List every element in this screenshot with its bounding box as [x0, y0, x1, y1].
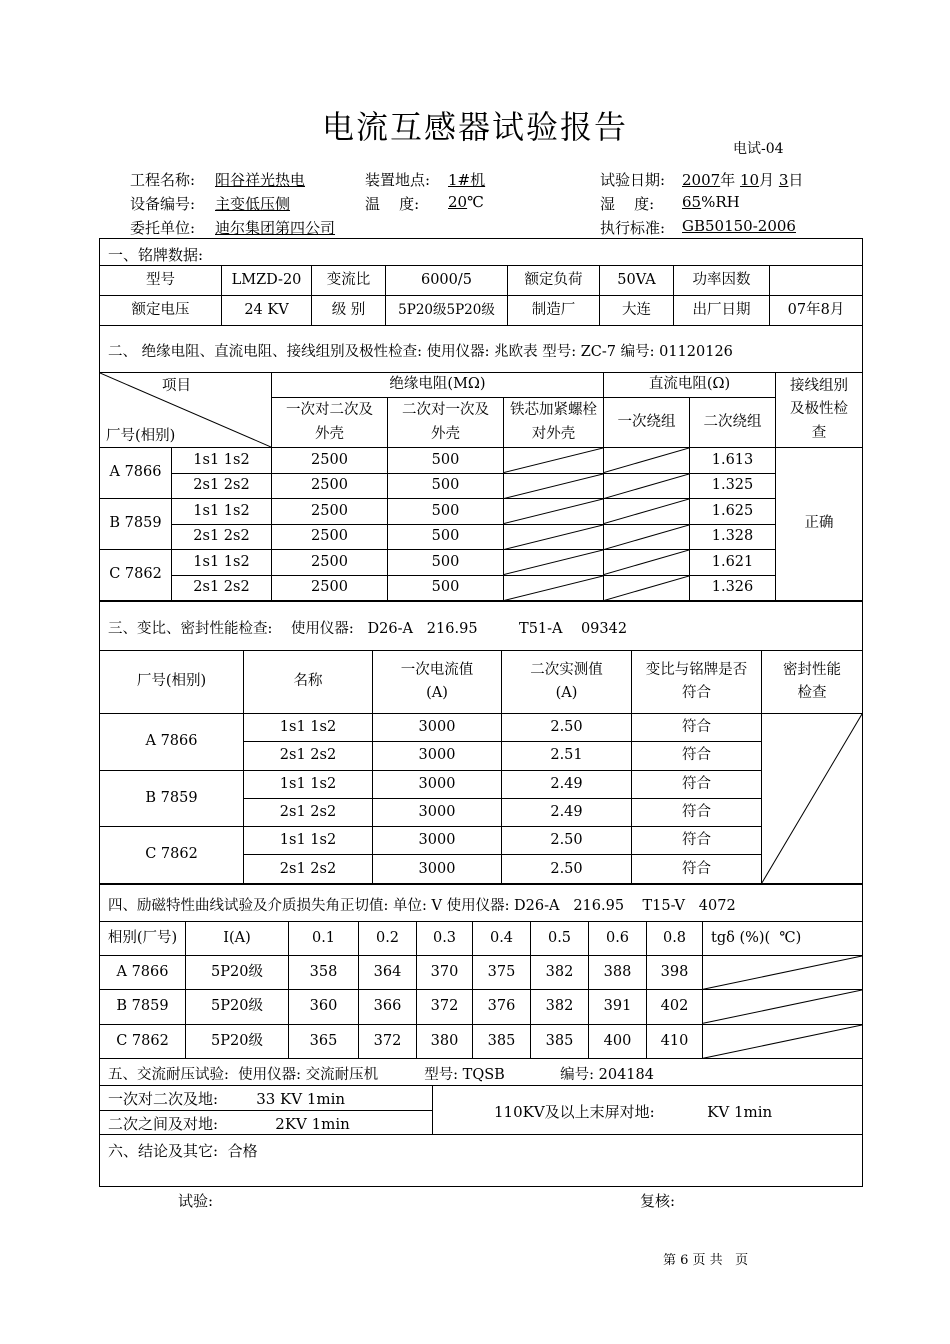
excitation-cell: 358: [289, 956, 359, 990]
primary-dc-na-cell: [604, 575, 690, 601]
ratio-h-i1-label: 一次电流值: [400, 661, 474, 678]
secondary-current-cell: 2.50: [502, 827, 632, 855]
core-bolt-na-cell: [504, 499, 604, 525]
test-date: [682, 169, 803, 190]
section3-title-row: [99, 601, 863, 651]
temp-value: [448, 193, 484, 211]
section4-title-row: [99, 884, 863, 922]
date-label: 试验日期:: [600, 171, 666, 189]
insul-1-cell: 2500: [272, 550, 388, 576]
ratio-match-cell: 符合: [632, 742, 762, 770]
ratio-match-cell: 符合: [632, 714, 762, 742]
excitation-cell: 400: [589, 1024, 647, 1058]
np-cell: [770, 266, 863, 296]
core-bolt-na-cell: [504, 524, 604, 550]
section5-title-row: [99, 1058, 863, 1086]
excitation-cell: 410: [647, 1024, 703, 1058]
insul-1-cell: 2500: [272, 448, 388, 474]
doc-code: 电试-04: [733, 141, 784, 157]
diag-factory-label: 厂号(相别): [106, 428, 176, 444]
tg-delta-na-cell: [703, 956, 863, 990]
winding-cell: 1s1 1s2: [244, 714, 373, 742]
resistance-table: [99, 372, 863, 601]
client-value: 迪尔集团第四公司: [215, 219, 336, 237]
withstand-row-2: [100, 1110, 433, 1134]
excitation-cell: B 7859: [100, 990, 186, 1024]
date-day: 3: [778, 171, 789, 189]
insul-1-cell: 2500: [272, 575, 388, 601]
slash-line: [703, 1025, 862, 1058]
excitation-row: [100, 1024, 863, 1058]
withstand-row-1: [100, 1086, 433, 1111]
section1-title: 一、铭牌数据:: [108, 246, 204, 264]
primary-current-cell: 3000: [373, 742, 502, 770]
conclusion: 六、结论及其它: 合格: [108, 1142, 258, 1160]
diag-item-label: 项目: [162, 378, 191, 394]
section3-title: 三、变比、密封性能检查: 使用仪器: D26-A 216.95 T51-A 09342: [108, 621, 628, 637]
excitation-cell: 385: [473, 1024, 531, 1058]
resistance-row: [100, 473, 863, 499]
ratio-row: [100, 770, 863, 798]
polarity-header: 接线组别及极性检查: [776, 373, 863, 448]
slash-line: [604, 576, 689, 601]
phase-cell: B 7859: [100, 770, 244, 827]
excitation-header-cell: 0.2: [359, 922, 417, 956]
insul-2-cell: 500: [388, 524, 504, 550]
excitation-cell: 366: [359, 990, 417, 1024]
primary-current-cell: 3000: [373, 770, 502, 798]
np-cell: 5P20级5P20级: [386, 296, 508, 326]
winding-cell: 2s1 2s2: [244, 798, 373, 826]
excitation-table: [99, 921, 863, 1059]
primary-current-cell: 3000: [373, 855, 502, 883]
excitation-cell: A 7866: [100, 956, 186, 990]
slash-line: [504, 474, 603, 499]
excitation-cell: 398: [647, 956, 703, 990]
secondary-dc-cell: 1.621: [690, 550, 776, 576]
insul-1-cell: 2500: [272, 524, 388, 550]
slash-line: [604, 448, 689, 473]
primary-dc-na-cell: [604, 524, 690, 550]
secondary-dc-cell: 1.613: [690, 448, 776, 474]
date-year-unit: 年: [720, 171, 736, 189]
insul-2-cell: 500: [388, 575, 504, 601]
primary-dc-na-cell: [604, 473, 690, 499]
np-cell: 额定电压: [100, 296, 222, 326]
temp-number: 20: [448, 193, 468, 211]
phase-cell: A 7866: [100, 714, 244, 771]
np-cell: 6000/5: [386, 266, 508, 296]
excitation-cell: 382: [531, 990, 589, 1024]
np-cell: 额定负荷: [508, 266, 600, 296]
excitation-header-cell: 0.6: [589, 922, 647, 956]
reviewer-label: 复核:: [640, 1192, 676, 1210]
humid-number: 65: [682, 193, 702, 211]
excitation-header-cell: 0.1: [289, 922, 359, 956]
excitation-cell: 375: [473, 956, 531, 990]
slash-line: [703, 990, 862, 1023]
excitation-cell: 364: [359, 956, 417, 990]
ratio-h-i2-label: 二次实测值: [530, 661, 603, 678]
ratio-row: [100, 714, 863, 742]
slash-line: [504, 448, 603, 473]
phase-cell: B 7859: [100, 499, 172, 550]
ratio-h-i1-unit: (A): [426, 685, 448, 701]
slash-line: [504, 499, 603, 524]
winding-cell: 2s1 2s2: [172, 575, 272, 601]
core-bolt-na-cell: [504, 448, 604, 474]
slash-line: [604, 550, 689, 575]
insul-2-cell: 500: [388, 473, 504, 499]
section2-title-row: [99, 325, 863, 373]
resistance-row: [100, 499, 863, 525]
polarity-cell: 正确: [776, 448, 863, 601]
dc-col-2: 二次绕组: [690, 398, 776, 448]
secondary-dc-cell: 1.325: [690, 473, 776, 499]
secondary-current-cell: 2.49: [502, 770, 632, 798]
winding-cell: 1s1 1s2: [172, 550, 272, 576]
winding-cell: 1s1 1s2: [244, 770, 373, 798]
excitation-cell: 388: [589, 956, 647, 990]
winding-cell: 1s1 1s2: [172, 499, 272, 525]
slash-line: [504, 576, 603, 601]
slash-line: [504, 525, 603, 550]
ratio-match-cell: 符合: [632, 827, 762, 855]
insul-2-cell: 500: [388, 499, 504, 525]
winding-cell: 2s1 2s2: [172, 473, 272, 499]
ratio-match-cell: 符合: [632, 770, 762, 798]
insul-1-cell: 2500: [272, 499, 388, 525]
diag-header-cell: [100, 373, 272, 448]
slash-line: [604, 525, 689, 550]
dc-col-1: 一次绕组: [604, 398, 690, 448]
standard-label: 执行标准:: [600, 219, 666, 237]
excitation-cell: C 7862: [100, 1024, 186, 1058]
slash-line: [604, 474, 689, 499]
resistance-row: [100, 575, 863, 601]
excitation-header-cell: I(A): [186, 922, 289, 956]
tg-delta-na-cell: [703, 990, 863, 1024]
resistance-row: [100, 550, 863, 576]
np-cell: 出厂日期: [674, 296, 770, 326]
location-label: 装置地点:: [365, 171, 431, 189]
ratio-match-cell: 符合: [632, 855, 762, 883]
np-cell: 功率因数: [674, 266, 770, 296]
excitation-cell: 376: [473, 990, 531, 1024]
phase-cell: C 7862: [100, 827, 244, 884]
slash-line: [703, 956, 862, 989]
excitation-cell: 365: [289, 1024, 359, 1058]
insul-2-cell: 500: [388, 550, 504, 576]
humid-label: 湿 度:: [600, 195, 655, 213]
project-label: 工程名称:: [130, 171, 196, 189]
excitation-cell: 372: [359, 1024, 417, 1058]
excitation-row: [100, 990, 863, 1024]
excitation-header-cell: 0.5: [531, 922, 589, 956]
insulation-header: 绝缘电阻(MΩ): [272, 373, 604, 398]
section1-title-row: [99, 238, 863, 266]
core-bolt-na-cell: [504, 575, 604, 601]
humid-value: [682, 193, 740, 211]
core-bolt-na-cell: [504, 473, 604, 499]
seal-na-cell: [762, 714, 863, 884]
np-cell: 型号: [100, 266, 222, 296]
core-bolt-na-cell: [504, 550, 604, 576]
phase-cell: C 7862: [100, 550, 172, 601]
excitation-cell: 391: [589, 990, 647, 1024]
insul-2-cell: 500: [388, 448, 504, 474]
excitation-header-cell: 相别(厂号): [100, 922, 186, 956]
winding-cell: 1s1 1s2: [172, 448, 272, 474]
np-cell: 制造厂: [508, 296, 600, 326]
ratio-match-cell: 符合: [632, 798, 762, 826]
tester-label: 试验:: [178, 1192, 214, 1210]
equip-value: 主变低压侧: [215, 195, 291, 213]
primary-current-cell: 3000: [373, 714, 502, 742]
section6-row: [99, 1134, 863, 1187]
np-cell: 07年8月: [770, 296, 863, 326]
insul-col-2: 二次对一次及外壳: [388, 398, 504, 448]
ratio-table: [99, 650, 863, 884]
np-cell: 50VA: [600, 266, 674, 296]
excitation-cell: 372: [417, 990, 473, 1024]
winding-cell: 2s1 2s2: [244, 855, 373, 883]
secondary-dc-cell: 1.328: [690, 524, 776, 550]
np-cell: 大连: [600, 296, 674, 326]
client-label: 委托单位:: [130, 219, 196, 237]
ratio-row: [100, 827, 863, 855]
ratio-h-i2: [502, 651, 632, 714]
secondary-current-cell: 2.50: [502, 714, 632, 742]
np-cell: 变流比: [312, 266, 386, 296]
page-number: 第 6 页 共 页: [663, 1253, 749, 1268]
project-value: 阳谷祥光热电: [215, 171, 306, 189]
date-month-unit: 月: [759, 171, 775, 189]
slash-line: [604, 499, 689, 524]
ratio-h-i1: [373, 651, 502, 714]
date-year: 2007: [682, 171, 721, 189]
excitation-cell: 370: [417, 956, 473, 990]
insul-col-1: 一次对二次及外壳: [272, 398, 388, 448]
np-cell: 级 别: [312, 296, 386, 326]
ratio-h-i2-unit: (A): [555, 685, 578, 701]
secondary-dc-cell: 1.326: [690, 575, 776, 601]
location-value: 1#机: [448, 171, 486, 189]
resistance-row: [100, 448, 863, 474]
excitation-cell: 382: [531, 956, 589, 990]
primary-dc-na-cell: [604, 448, 690, 474]
secondary-dc-cell: 1.625: [690, 499, 776, 525]
standard-value: GB50150-2006: [682, 217, 796, 235]
insul-1-cell: 2500: [272, 473, 388, 499]
withstand-screen: 110KV及以上末屏对地: KV 1min: [494, 1103, 773, 1121]
primary-current-cell: 3000: [373, 798, 502, 826]
np-cell: 24 KV: [222, 296, 312, 326]
resistance-row: [100, 524, 863, 550]
excitation-header-cell: 0.8: [647, 922, 703, 956]
secondary-current-cell: 2.50: [502, 855, 632, 883]
equip-label: 设备编号:: [130, 195, 196, 213]
section5-body: [99, 1085, 863, 1135]
excitation-header-cell: tgδ (%)( ℃): [703, 922, 863, 956]
insul-col-3: 铁芯加紧螺栓对外壳: [504, 398, 604, 448]
excitation-header-cell: 0.4: [473, 922, 531, 956]
date-day-unit: 日: [788, 171, 804, 189]
winding-cell: 1s1 1s2: [244, 827, 373, 855]
section2-title: 二、 绝缘电阻、直流电阻、接线组别及极性检查: 使用仪器: 兆欧表 型号: ZC-7 编号: 01120126: [108, 344, 733, 360]
ratio-h-seal: 密封性能检查: [762, 651, 863, 714]
secondary-current-cell: 2.49: [502, 798, 632, 826]
primary-dc-na-cell: [604, 499, 690, 525]
excitation-cell: 360: [289, 990, 359, 1024]
section5-title: 五、交流耐压试验: 使用仪器: 交流耐压机 型号: TQSB 编号: 204184: [108, 1067, 654, 1083]
excitation-cell: 5P20级: [186, 956, 289, 990]
withstand-primary: 一次对二次及地: 33 KV 1min: [108, 1090, 346, 1108]
date-month: 10: [739, 171, 760, 189]
excitation-cell: 385: [531, 1024, 589, 1058]
excitation-row: [100, 956, 863, 990]
slash-line: [504, 550, 603, 575]
ratio-h-match: 变比与铭牌是否符合: [632, 651, 762, 714]
slash-line: [762, 714, 862, 883]
excitation-header-cell: 0.3: [417, 922, 473, 956]
ratio-h-factory: 厂号(相别): [100, 651, 244, 714]
nameplate-table: [99, 265, 863, 326]
tg-delta-na-cell: [703, 1024, 863, 1058]
withstand-secondary: 二次之间及对地: 2KV 1min: [108, 1115, 350, 1133]
ratio-h-name: 名称: [244, 651, 373, 714]
winding-cell: 2s1 2s2: [172, 524, 272, 550]
np-cell: LMZD-20: [222, 266, 312, 296]
excitation-cell: 5P20级: [186, 990, 289, 1024]
winding-cell: 2s1 2s2: [244, 742, 373, 770]
primary-dc-na-cell: [604, 550, 690, 576]
temp-label: 温 度:: [365, 195, 420, 213]
dc-header: 直流电阻(Ω): [604, 373, 776, 398]
report-title: 电流互感器试验报告: [321, 108, 628, 146]
temp-unit: ℃: [467, 193, 484, 211]
excitation-cell: 5P20级: [186, 1024, 289, 1058]
secondary-current-cell: 2.51: [502, 742, 632, 770]
excitation-cell: 380: [417, 1024, 473, 1058]
phase-cell: A 7866: [100, 448, 172, 499]
section4-title: 四、励磁特性曲线试验及介质损失角正切值: 单位: V 使用仪器: D26-A 216.95 T15-V 4072: [108, 898, 736, 914]
primary-current-cell: 3000: [373, 827, 502, 855]
excitation-cell: 402: [647, 990, 703, 1024]
humid-unit: %RH: [701, 193, 740, 211]
